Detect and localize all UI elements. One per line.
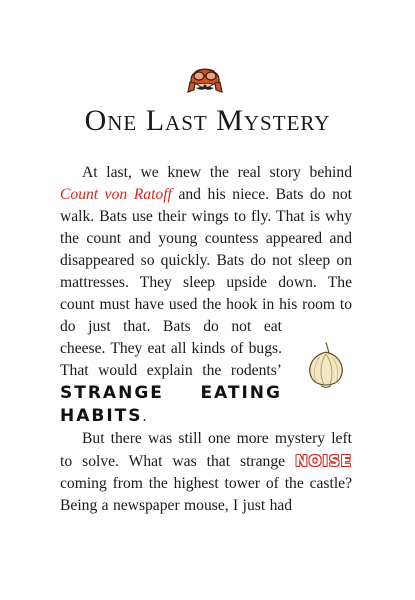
garlic-illustration	[302, 338, 350, 392]
paragraph-2	[60, 428, 352, 517]
paragraph-1-rest-b: cheese. They eat all kinds of bugs. That would explain the rodents’	[60, 340, 282, 379]
paragraph-1-intro: At last, we knew the real story behind	[82, 164, 352, 181]
paragraph-2-after: coming from the highest tower of the castle? Being a newspaper mouse, I just had	[60, 475, 352, 514]
noise-highlight: NOISE	[295, 452, 352, 470]
paragraph-1-end: .	[142, 408, 147, 425]
paragraph-1-rest-a: and his niece. Bats do not walk. Bats use their wings to fly. That is why the count and young countess appeared and disappeared so quickly. Bats do not sleep on mattresses. They sleep upside down. The count must have used the hook in his room to do just that. Bats do not eat	[60, 186, 353, 335]
count-name: Count von Ratoff	[60, 186, 172, 203]
chapter-title: One Last Mystery	[84, 104, 331, 137]
strange-eating-habits-highlight: STRANGE EATING HABITS	[60, 383, 282, 426]
mouse-aviator-icon	[183, 58, 227, 98]
paragraph-2-before: But there was still one more mystery left to solve. What was that strange	[60, 430, 352, 470]
